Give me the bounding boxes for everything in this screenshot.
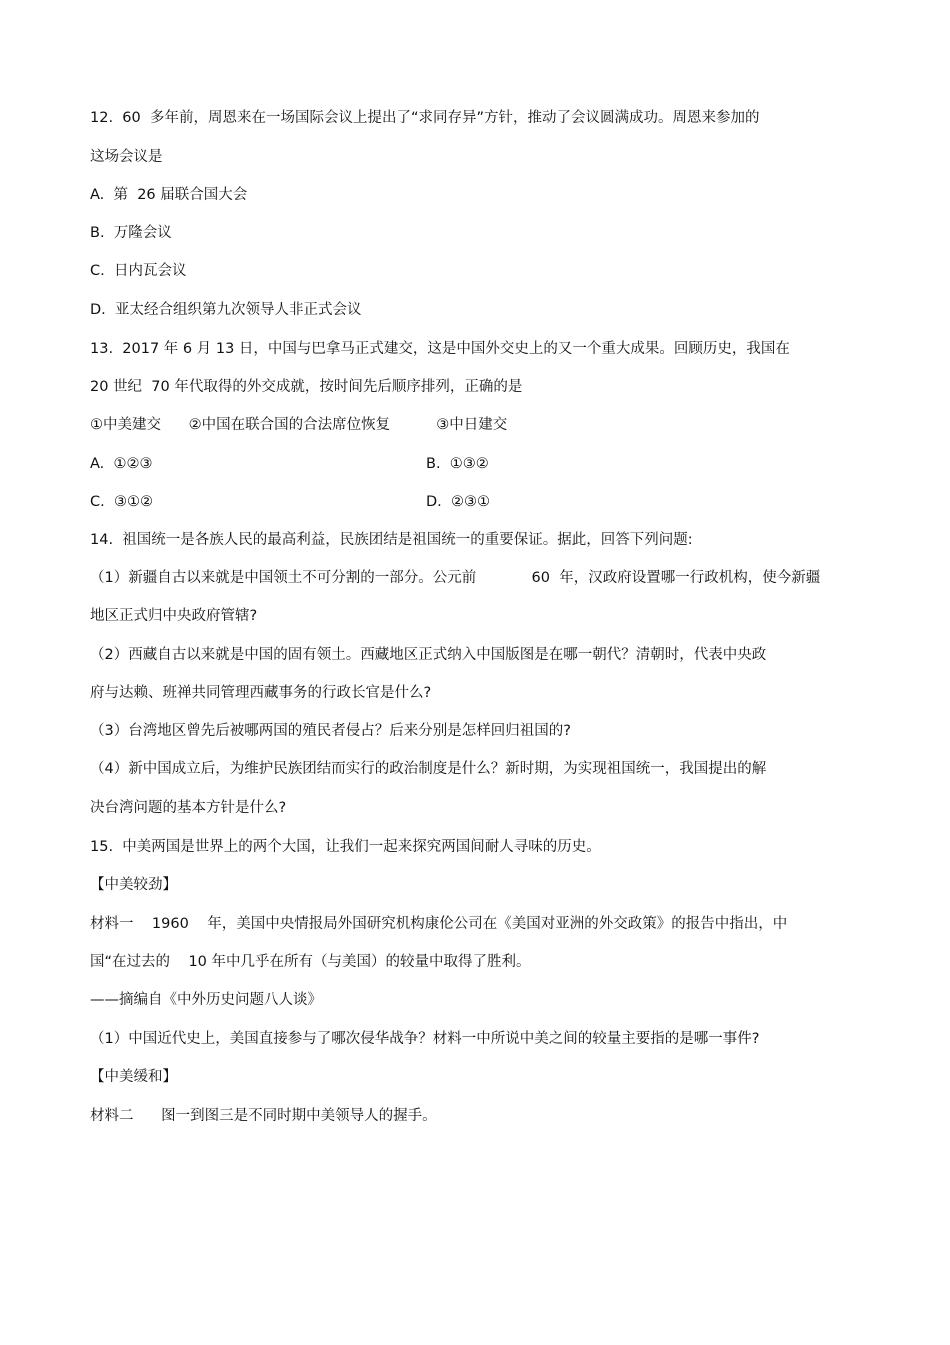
q13-stem-line-2: 20 世纪 70 年代取得的外交成就，按时间先后顺序排列，正确的是	[90, 379, 523, 395]
q14-sub2-line-2: 府与达赖、班禅共同管理西藏事务的行政长官是什么?	[90, 685, 432, 701]
q14-sub3: （3）台湾地区曾先后被哪两国的殖民者侵占？后来分别是怎样回归祖国的?	[90, 723, 571, 739]
q12-option-b: B. 万隆会议	[90, 225, 172, 241]
q14-sub4-line-2: 决台湾问题的基本方针是什么?	[90, 800, 287, 816]
q12-option-d: D. 亚太经合组织第九次领导人非正式会议	[90, 302, 362, 318]
q14-sub2-line-1: （2）西藏自古以来就是中国的固有领土。西藏地区正式纳入中国版图是在哪一朝代？清朝时，代表中央政	[90, 647, 767, 663]
q15-material2: 材料二 图一到图三是不同时期中美领导人的握手。	[90, 1108, 437, 1124]
q15-section-heading-2: 【中美缓和】	[90, 1069, 177, 1085]
q15-stem: 15. 中美两国是世界上的两个大国，让我们一起来探究两国间耐人寻味的历史。	[90, 839, 601, 855]
q15-material1-source: ——摘编自《中外历史问题八人谈》	[90, 992, 322, 1008]
q13-option-b: B. ①③②	[426, 456, 489, 472]
q13-stem-line-1: 13. 2017 年 6 月 13 日，中国与巴拿马正式建交，这是中国外交史上的又一个重大成果。回顾历史，我国在	[90, 341, 790, 357]
q14-sub1-line-1: （1）新疆自古以来就是中国领土不可分割的一部分。公元前 60 年，汉政府设置哪一行政机构，使今新疆	[90, 570, 821, 586]
q15-section-heading-1: 【中美较劲】	[90, 877, 177, 893]
q14-stem: 14. 祖国统一是各族人民的最高利益，民族团结是祖国统一的重要保证。据此，回答下列问题:	[90, 532, 693, 548]
q14-sub1-line-2: 地区正式归中央政府管辖?	[90, 608, 258, 624]
q15-material1-line-1: 材料一 1960 年，美国中央情报局外国研究机构康伦公司在《美国对亚洲的外交政策》的报告中指出，中	[90, 916, 788, 932]
q12-stem-line-1: 12. 60 多年前，周恩来在一场国际会议上提出了“求同存异”方针，推动了会议圆满成功。周恩来参加的	[90, 110, 760, 126]
q15-material1-line-2: 国“在过去的 10 年中几乎在所有（与美国）的较量中取得了胜利。	[90, 954, 531, 970]
q15-sub1: （1）中国近代史上，美国直接参与了哪次侵华战争？材料一中所说中美之间的较量主要指的是哪一事件?	[90, 1031, 760, 1047]
q13-option-c: C. ③①②	[90, 494, 153, 510]
q13-option-a: A. ①②③	[90, 456, 153, 472]
q12-option-c: C. 日内瓦会议	[90, 263, 187, 279]
q12-stem-line-2: 这场会议是	[90, 149, 163, 165]
q13-option-d: D. ②③①	[426, 494, 490, 510]
q14-sub4-line-1: （4）新中国成立后，为维护民族团结而实行的政治制度是什么？新时期，为实现祖国统一，我国提出的解	[90, 761, 767, 777]
q13-items: ①中美建交 ②中国在联合国的合法席位恢复 ③中日建交	[90, 417, 508, 433]
q12-option-a: A. 第 26 届联合国大会	[90, 187, 248, 203]
